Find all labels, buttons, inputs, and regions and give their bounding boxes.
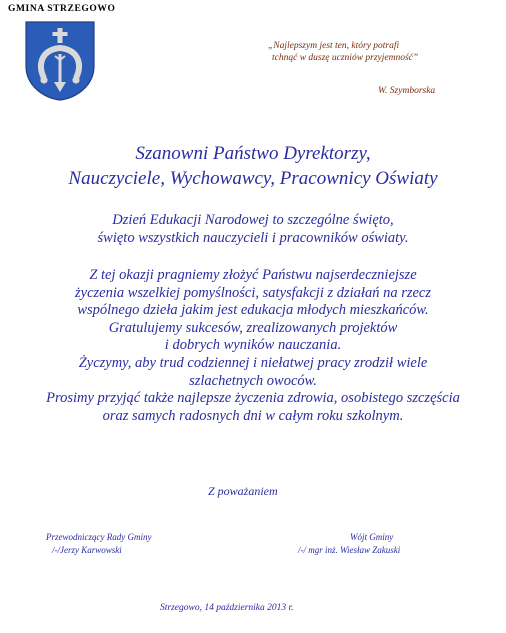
signature-name: /-/ mgr inż. Wiesław Zakuski bbox=[298, 545, 401, 555]
text-line: Życzymy, aby trud codziennej i niełatwej pracy zrodził wiele bbox=[78, 354, 428, 371]
paragraph-2 bbox=[0, 267, 506, 425]
paragraph-1 bbox=[0, 212, 506, 247]
salutation-line-1: Szanowni Państwo Dyrektorzy, bbox=[135, 143, 371, 164]
text-line: życzenia wszelkiej pomyślności, satysfakcji z działań na rzecz bbox=[74, 284, 431, 301]
text-line: szlachetnych owoców. bbox=[189, 372, 317, 389]
quote-line-2: tchnąć w duszę uczniów przyjemność” bbox=[272, 53, 419, 63]
signature-mayor bbox=[298, 531, 400, 557]
place-and-date: Strzegowo, 14 października 2013 r. bbox=[160, 603, 294, 613]
text-line: i dobrych wyników nauczania. bbox=[164, 337, 342, 354]
text-line: oraz samych radosnych dni w całym roku szkolnym. bbox=[102, 407, 404, 424]
signature-name: /-/Jerzy Karwowski bbox=[52, 545, 122, 555]
signature-role: Wójt Gminy bbox=[350, 532, 394, 542]
coat-of-arms-icon bbox=[24, 20, 96, 102]
municipality-name: GMINA STRZEGOWO bbox=[8, 4, 116, 14]
text-line: wspólnego dzieła jakim jest edukacja młodych mieszkańców. bbox=[77, 302, 429, 319]
text-line: Prosimy przyjąć także najlepsze życzenia zdrowia, osobistego szczęścia bbox=[46, 390, 460, 407]
salutation-line-2: Nauczyciele, Wychowawcy, Pracownicy Oświaty bbox=[68, 168, 438, 189]
quote bbox=[268, 40, 488, 64]
text-line: Dzień Edukacji Narodowej to szczególne święto, bbox=[112, 212, 394, 228]
salutation bbox=[0, 141, 506, 191]
closing-phrase: Z poważaniem bbox=[208, 484, 278, 498]
text-line: święto wszystkich nauczycieli i pracowników oświaty. bbox=[97, 229, 409, 246]
text-line: Z tej okazji pragniemy złożyć Państwu najserdeczniejsze bbox=[89, 267, 417, 283]
signature-role: Przewodniczący Rady Gminy bbox=[46, 532, 152, 542]
signature-council-chairman bbox=[46, 531, 151, 557]
text-line: Gratulujemy sukcesów, zrealizowanych projektów bbox=[108, 319, 398, 336]
quote-author: W. Szymborska bbox=[378, 86, 436, 96]
quote-line-1: „Najlepszym jest ten, który potrafi bbox=[268, 41, 400, 51]
